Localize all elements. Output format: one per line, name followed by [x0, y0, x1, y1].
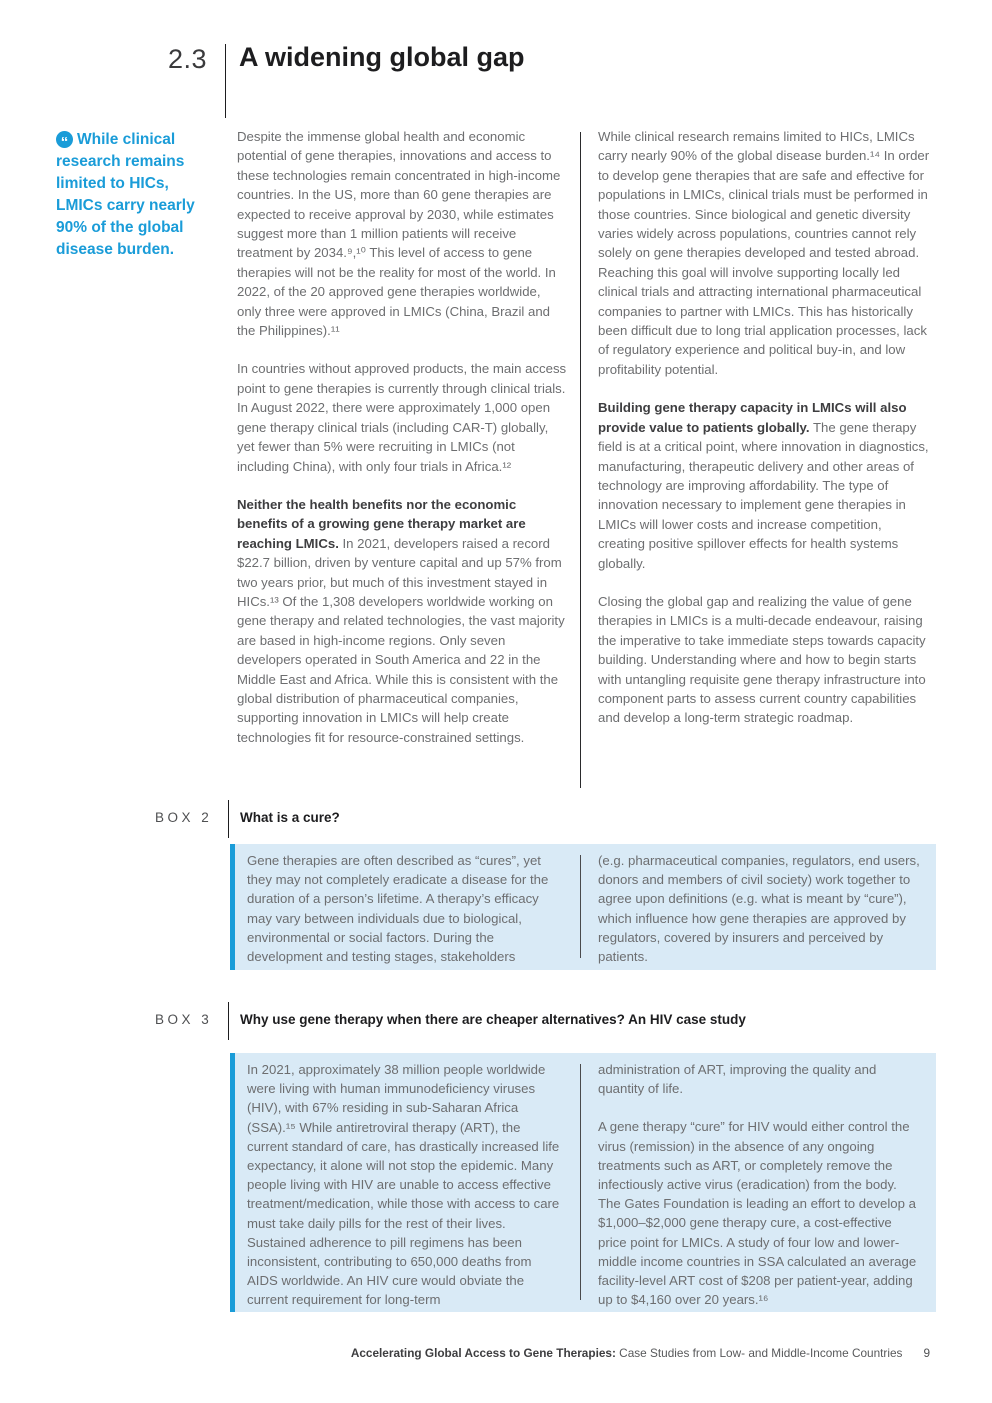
header-divider [225, 44, 226, 118]
box3-text-right-p1: administration of ART, improving the quality and quantity of life. [598, 1062, 877, 1097]
footer-title-rest: Case Studies from Low- and Middle-Income Countries [615, 1346, 903, 1360]
paragraph-lead: Neither the health benefits nor the economic benefits of a growing gene therapy market are reaching LMICs. [237, 496, 526, 551]
box2-text-left: Gene therapies are often described as “cures”, yet they may not completely eradicate a disease for the duration of a person’s lifetime. A therapy’s efficacy may vary between individuals due to biological, environmental or social factors. During the development and testing stages, stakeholders [247, 853, 549, 965]
paragraph-text: While clinical research remains limited to HICs, LMICs carry nearly 90% of the global disease burden.¹⁴ In order to develop gene therapies that are safe and effective for populations in LMICs, clinical trials must be performed in those countries. Since biological and genetic diversity varies widely across populations, countries cannot rely solely on gene therapies developed and tested abroad. Reaching this goal will involve supporting locally led clinical trials and attracting international pharmaceutical companies to partner with LMICs. This has historically been difficult due to long trial application processes, lack of regulatory experience and political buy-in, and low profitability potential. [598, 129, 930, 377]
box3-column-right [598, 1060, 921, 1308]
paragraph-text: Closing the global gap and realizing the value of gene therapies in LMICs is a multi-decade endeavour, raising the imperative to take immediate steps towards capacity building. Understanding where and how to begin starts with untangling requisite gene therapy infrastructure into component parts to assess current country capabilities and develop a long-term strategic roadmap. [598, 593, 926, 726]
box3-header-divider [228, 1002, 229, 1040]
page-title: A widening global gap [239, 42, 525, 72]
quote-icon: “ [56, 131, 73, 148]
box3 [230, 1053, 936, 1312]
paragraph-lead: Building gene therapy capacity in LMICs will also provide value to patients globally. [598, 400, 907, 435]
page-number: 9 [923, 1346, 930, 1360]
paragraph-text: The gene therapy field is at a critical point, where innovation in diagnostics, manufacturing, therapeutic delivery and other areas of technology are improving affordability. The type of innovation necessary to implement gene therapies in LMICs will lower costs and increase competition, creating positive spillover effects for health systems globally. [598, 419, 929, 571]
box3-text-right-p2: A gene therapy “cure” for HIV would either control the virus (remission) in the absence of any ongoing treatments such as ART, or completely remove the infectiously active virus (eradication) from the body. The Gates Foundation is leading an effort to develop a $1,000–$2,000 gene therapy cure, a cost-effective price point for LMICs. A study of four low and lower-middle income countries in SSA calculated an average facility-level ART cost of $208 per patient-year, adding up to $4,160 over 20 years.¹⁶ [598, 1119, 917, 1308]
paragraph [237, 359, 567, 475]
footer-title-bold: Accelerating Global Access to Gene Therapies: [350, 1346, 616, 1360]
box2-title: What is a cure? [240, 810, 340, 825]
paragraph-text: In countries without approved products, the main access point to gene therapies is currently through clinical trials. In August 2022, there were approximately 1,000 open gene therapy clinical trials (including CAR-T) globally, yet fewer than 5% were recruiting in LMICs (not including China), with only four trials in Africa.¹² [237, 361, 567, 474]
box2-label: BOX 2 [155, 810, 213, 825]
box3-column-divider [580, 1064, 581, 1300]
body-column-right [598, 127, 932, 728]
paragraph [237, 127, 567, 340]
box3-title: Why use gene therapy when there are cheaper alternatives? An HIV case study [240, 1012, 746, 1027]
body-column-left [237, 127, 567, 747]
box3-text-left: In 2021, approximately 38 million people worldwide were living with human immunodeficiency viruses (HIV), with 67% residing in sub-Saharan Africa (SSA).¹⁵ While antiretroviral therapy (ART), the current standard of care, has drastically increased life expectancy, it alone will not stop the epidemic. Many people living with HIV are unable to access effective treatment/medication, while those with access to care must take daily pills for the rest of their lives. Sustained adherence to pill regimens has been inconsistent, contributing to 650,000 deaths from AIDS worldwide. An HIV cure would obviate the current requirement for long-term [247, 1062, 560, 1308]
box3-label: BOX 3 [155, 1012, 213, 1027]
box2 [230, 844, 936, 970]
sidebar-pull-quote [56, 129, 214, 261]
box2-column-right [598, 851, 921, 965]
box2-column-left [247, 851, 565, 965]
paragraph [598, 398, 932, 573]
paragraph-text: Despite the immense global health and economic potential of gene therapies, innovations and access to these technologies remain concentrated in high-income countries. In the US, more than 60 gene therapies are expected to receive approval by 2030, while estimates suggest more than 1 million patients will receive treatment by 2034.⁹,¹⁰ This level of access to gene therapies will not be the reality for most of the world. In 2022, of the 20 approved gene therapies worldwide, only three were approved in LMICs (China, Brazil and the Philippines).¹¹ [237, 129, 561, 339]
paragraph [598, 592, 932, 728]
paragraph [237, 495, 567, 747]
box2-text-right: (e.g. pharmaceutical companies, regulators, end users, donors and members of civil society) work together to agree upon definitions (e.g. what is meant by “cure”), which influence how gene therapies are approved by regulators, covered by insurers and perceived by patients. [598, 853, 920, 965]
box3-column-left [247, 1060, 565, 1308]
column-divider [580, 132, 581, 788]
sidebar-quote-text: While clinical research remains limited to HICs, LMICs carry nearly 90% of the global disease burden. [56, 131, 195, 258]
section-number: 2.3 [168, 44, 208, 74]
page-footer [351, 1346, 930, 1360]
paragraph [598, 127, 932, 379]
footer-report-title [351, 1346, 903, 1360]
box2-header-divider [228, 800, 229, 838]
paragraph-text: In 2021, developers raised a record $22.7 billion, driven by venture capital and up 57% from two years prior, but much of this investment stayed in HICs.¹³ Of the 1,308 developers worldwide working on gene therapy and related technologies, the vast majority are based in high-income regions. Only seven developers operated in South America and 22 in the Middle East and Africa. While this is consistent with the global distribution of pharmaceutical companies, supporting innovation in LMICs will help create technologies fit for resource-constrained settings. [237, 535, 565, 745]
box2-column-divider [580, 855, 581, 958]
